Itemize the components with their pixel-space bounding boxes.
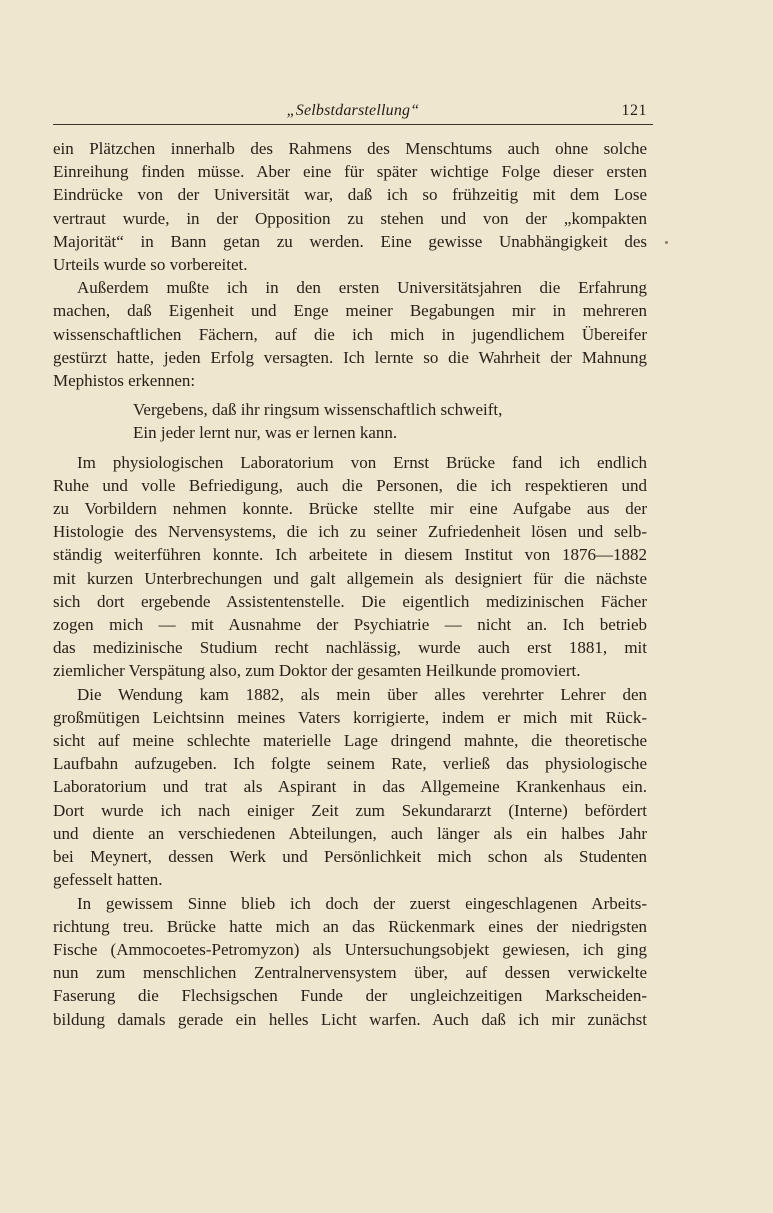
- ink-speck: [665, 241, 668, 244]
- text-line: Die Wendung kam 1882, als mein über alles verehrter Lehrer den: [77, 684, 647, 704]
- text-line: bei Meynert, dessen Werk und Persönlichkeit mich schon als Studenten: [53, 847, 647, 867]
- text-line: zogen mich — mit Ausnahme der Psychiatrie — nicht an. Ich betrieb: [53, 615, 647, 635]
- text-line: großmütigen Leichtsinn meines Vaters korrigierte, indem er mich mit Rück-: [53, 707, 647, 727]
- text-line: Eindrücke von der Universität war, daß ich so frühzeitig mit dem Lose: [53, 185, 647, 205]
- header-rule: [53, 124, 653, 125]
- text-line: Laboratorium und trat als Aspirant in das Allgemeine Krankenhaus ein.: [53, 777, 647, 797]
- text-line: Fische (Ammocoetes-Petromyzon) als Untersuchungsobjekt gewiesen, ich ging: [53, 939, 647, 959]
- verse-line: Ein jeder lernt nur, was er lernen kann.: [133, 423, 398, 443]
- paragraph: [53, 137, 647, 276]
- text-line: sicht auf meine schlechte materielle Lage dringend mahnte, die theoretische: [53, 731, 647, 751]
- text-line: gefesselt hatten.: [53, 870, 163, 890]
- text-line: Dort wurde ich nach einiger Zeit zum Sekundararzt (Interne) befördert: [53, 800, 647, 820]
- paragraph: [53, 451, 647, 683]
- text-line: Einreihung finden müsse. Aber eine für später wichtige Folge dieser ersten: [53, 162, 647, 182]
- page-number: 121: [621, 102, 647, 119]
- text-line: ziemlicher Verspätung also, zum Doktor der gesamten Heilkunde promoviert.: [53, 661, 581, 681]
- page-header: [53, 100, 653, 124]
- text-line: sich dort ergebende Assistentenstelle. Die eigentlich medizinischen Fächer: [53, 591, 647, 611]
- text-line: ein Plätzchen innerhalb des Rahmens des Menschtums auch ohne solche: [53, 139, 647, 158]
- text-line: richtung treu. Brücke hatte mich an das Rückenmark eines der niedrigsten: [53, 916, 647, 936]
- text-line: ständig weiterführen konnte. Ich arbeitete in diesem Institut von 1876—1882: [53, 545, 647, 565]
- text-line: Ruhe und volle Befriedigung, auch die Personen, die ich respektieren und: [53, 475, 647, 495]
- verse-line: Vergebens, daß ihr ringsum wissenschaftlich schweift,: [133, 400, 503, 420]
- running-title: „Selbstdarstellung“: [286, 102, 420, 119]
- text-line: machen, daß Eigenheit und Enge meiner Begabungen mir in mehreren: [53, 301, 647, 321]
- text-line: Im physiologischen Laboratorium von Ernst Brücke fand ich endlich: [77, 452, 647, 472]
- text-line: und diente an verschiedenen Abteilungen, auch länger als ein halbes Jahr: [53, 823, 647, 843]
- paragraph: [53, 276, 647, 392]
- verse-quote: [133, 398, 647, 444]
- text-line: mit kurzen Unterbrechungen und galt allgemein als designiert für die nächste: [53, 568, 647, 588]
- text-line: Urteils wurde so vorbereitet.: [53, 255, 248, 275]
- text-line: bildung damals gerade ein helles Licht warfen. Auch daß ich mir zunächst: [53, 1009, 647, 1029]
- text-line: vertraut wurde, in der Opposition zu stehen und von der „kompakten: [53, 208, 647, 228]
- text-line: zu Vorbildern nehmen konnte. Brücke stellte mir eine Aufgabe aus der: [53, 499, 647, 519]
- text-line: Histologie des Nervensystems, die ich zu seiner Zufriedenheit lösen und selb-: [53, 522, 647, 542]
- text-line: Faserung die Flechsigschen Funde der ungleichzeitigen Markscheiden-: [53, 986, 647, 1006]
- text-line: gestürzt hatte, jeden Erfolg versagten. Ich lernte so die Wahrheit der Mahnung: [53, 347, 647, 367]
- text-line: nun zum menschlichen Zentralnervensystem über, auf dessen verwickelte: [53, 963, 647, 983]
- text-line: Außerdem mußte ich in den ersten Universitätsjahren die Erfahrung: [77, 278, 647, 298]
- text-line: wissenschaftlichen Fächern, auf die ich mich in jugendlichem Übereifer: [53, 324, 647, 344]
- text-line: das medizinische Studium recht nachlässig, wurde auch erst 1881, mit: [53, 638, 647, 658]
- text-line: Laufbahn aufzugeben. Ich folgte seinem Rate, verließ das physiologische: [53, 754, 647, 774]
- text-line: In gewissem Sinne blieb ich doch der zuerst eingeschlagenen Arbeits-: [77, 893, 647, 913]
- body-text: [53, 137, 647, 1031]
- paragraph: [53, 892, 647, 1031]
- paragraph: [53, 683, 647, 892]
- text-line: Majorität“ in Bann getan zu werden. Eine gewisse Unabhängigkeit des: [53, 231, 647, 251]
- text-line: Mephistos erkennen:: [53, 371, 196, 391]
